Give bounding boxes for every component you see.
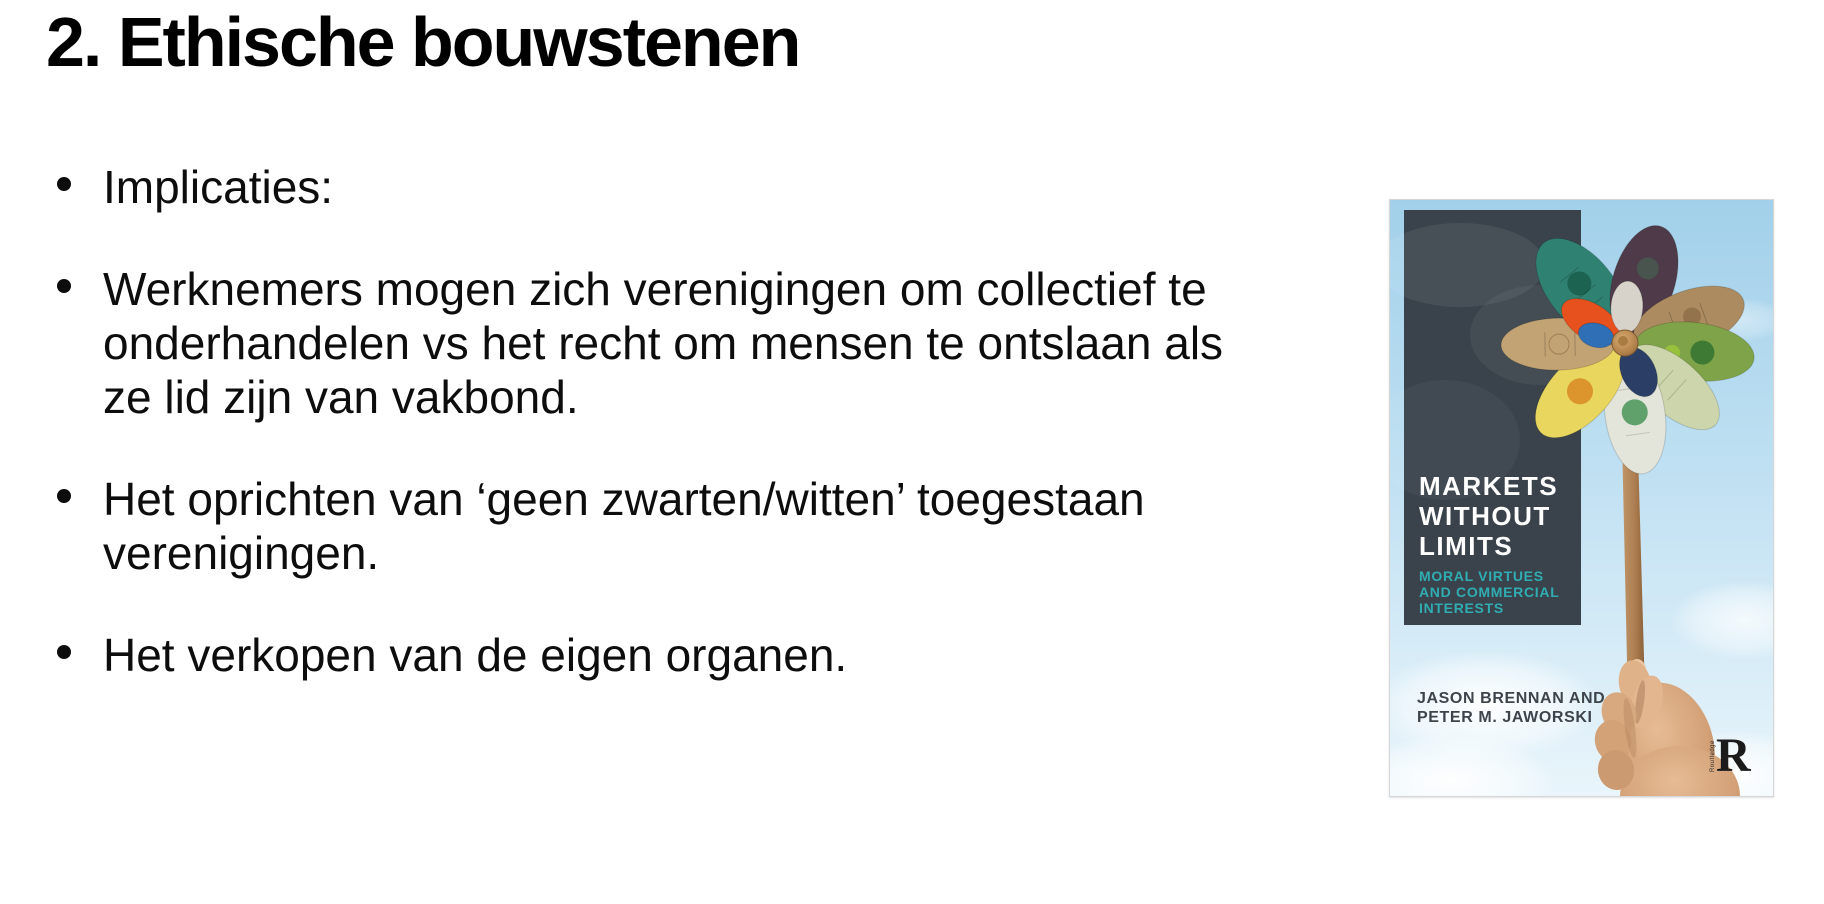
- cover-title-line: WITHOUT: [1419, 501, 1551, 531]
- bullet-line: ze lid zijn van vakbond.: [103, 371, 579, 423]
- bullet-text: [103, 628, 847, 682]
- list-item: [57, 472, 1223, 580]
- bullet-dot-icon: [57, 177, 71, 191]
- cover-subtitle-line: MORAL VIRTUES: [1419, 568, 1544, 584]
- cover-subtitle-line: INTERESTS: [1419, 600, 1504, 616]
- list-item: [57, 628, 1223, 682]
- cover-title-line: MARKETS: [1419, 471, 1559, 501]
- bullet-dot-icon: [57, 645, 71, 659]
- bullet-dot-icon: [57, 489, 71, 503]
- bullet-line: Het oprichten van ‘geen zwarten/witten’ toegestaan: [103, 473, 1145, 525]
- page-title: 2. Ethische bouwstenen: [46, 3, 800, 81]
- cover-author-line: PETER M. JAWORSKI: [1417, 709, 1593, 726]
- list-item: [57, 160, 1223, 214]
- publisher-initial: R: [1716, 729, 1751, 782]
- cover-subtitle-line: AND COMMERCIAL: [1419, 584, 1560, 600]
- publisher-logo: [1710, 729, 1752, 782]
- bullet-list: [57, 160, 1223, 730]
- bullet-line: Werknemers mogen zich verenigingen om collectief te: [103, 263, 1207, 315]
- list-item: [57, 262, 1223, 424]
- bullet-line: Implicaties:: [103, 161, 334, 213]
- publisher-name-vertical: Routledge: [1710, 740, 1716, 772]
- bullet-text: [103, 472, 1145, 580]
- bullet-line: verenigingen.: [103, 527, 380, 579]
- cover-title-line: LIMITS: [1419, 531, 1514, 561]
- bullet-text: [103, 160, 333, 214]
- book-cover-image: [1389, 199, 1774, 797]
- bullet-dot-icon: [57, 279, 71, 293]
- bullet-text: [103, 262, 1223, 424]
- cover-author-line: JASON BRENNAN AND: [1417, 690, 1606, 707]
- bullet-line: onderhandelen vs het recht om mensen te ontslaan als: [103, 317, 1224, 369]
- bullet-line: Het verkopen van de eigen organen.: [103, 629, 848, 681]
